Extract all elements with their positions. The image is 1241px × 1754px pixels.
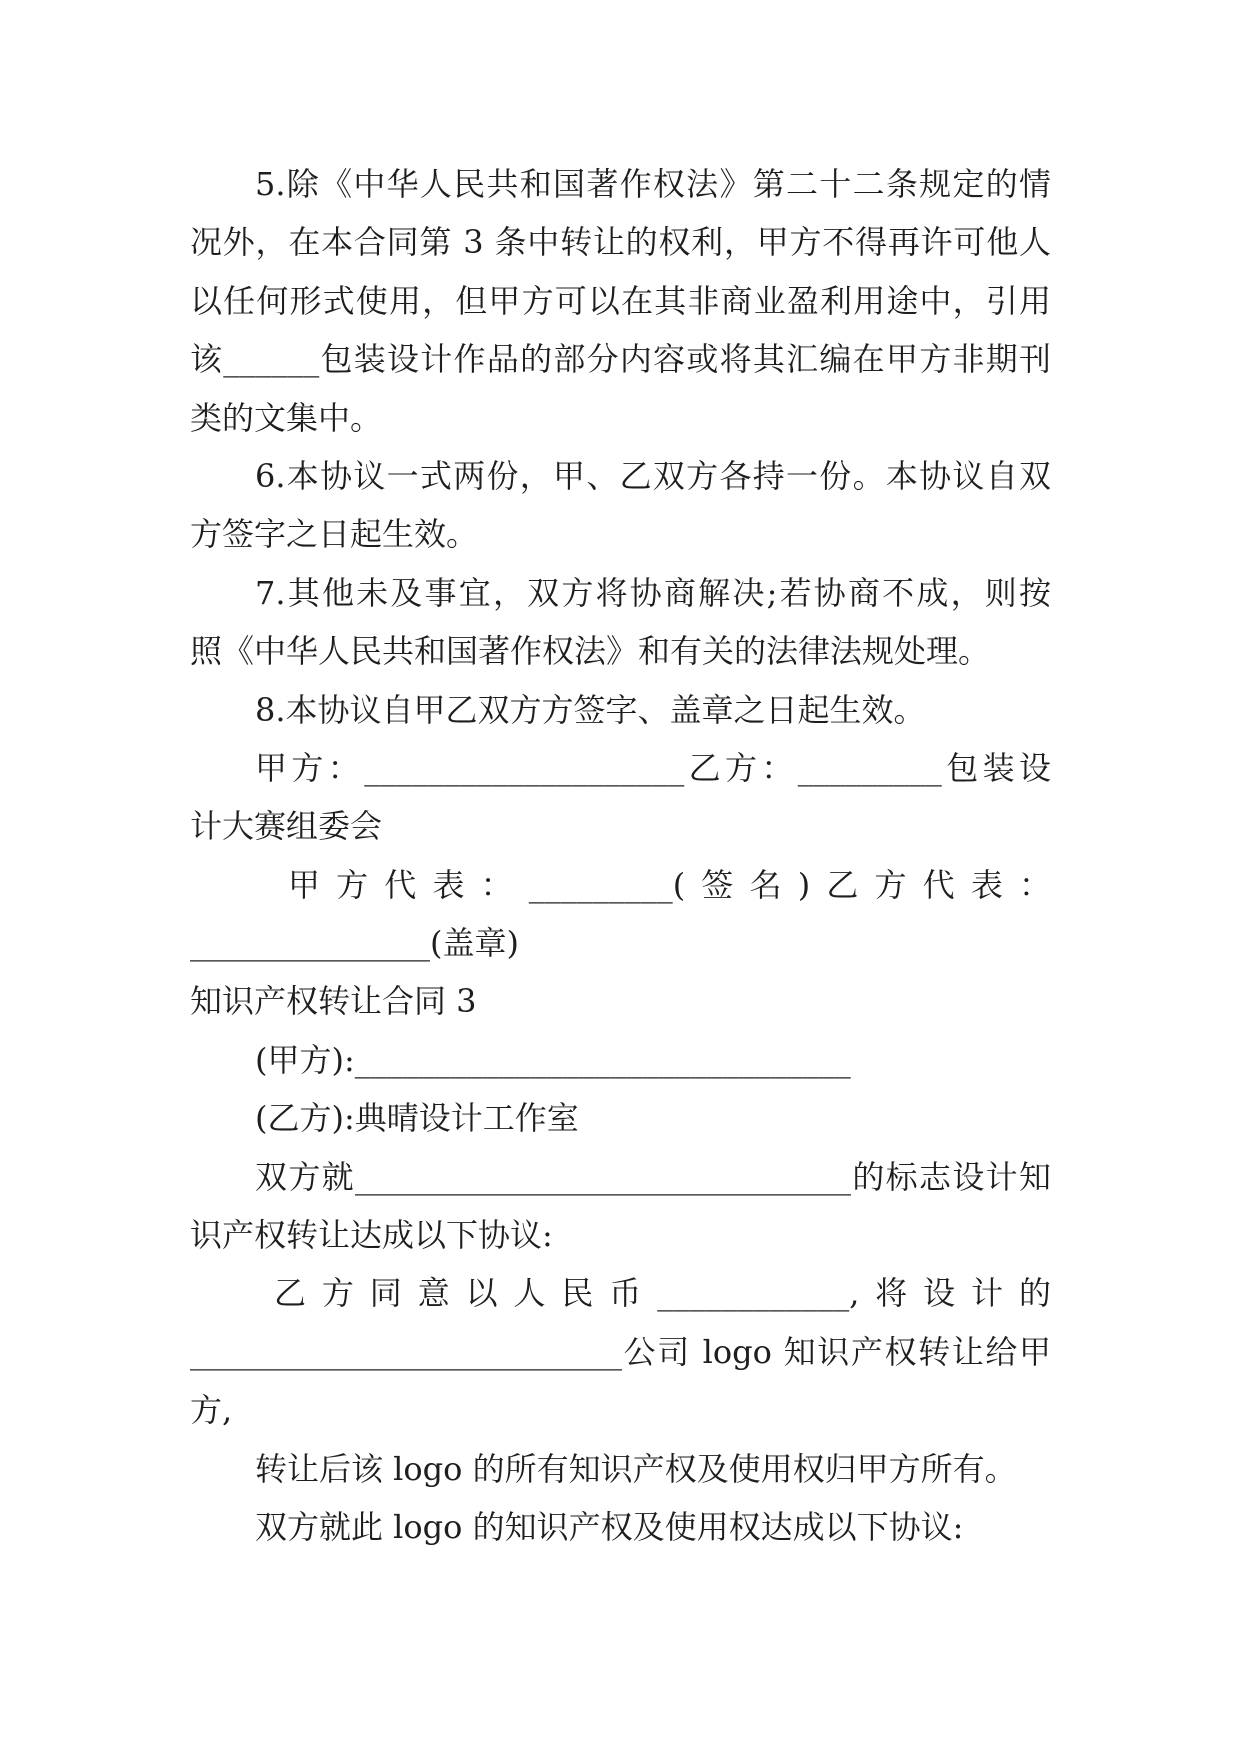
clause-5-line-2: 况外，在本合同第 3 条中转让的权利，甲方不得再许可他人: [190, 223, 1051, 262]
contract-3-title: 知识产权转让合同 3: [190, 982, 477, 1021]
contract-3-intro-line-1: 双方就_______________________________的标志设计知: [255, 1157, 1051, 1196]
clause-8-line-1: 8.本协议自甲乙双方方签字、盖章之日起生效。: [255, 690, 926, 729]
clause-5-line-5: 类的文集中。: [190, 398, 383, 437]
clause-6: [190, 447, 1051, 564]
clause-5: [190, 155, 1051, 447]
representatives-line-1: 甲方代表：_________(签名)乙方代表：: [288, 865, 1051, 904]
clause-7-line-1: 7.其他未及事宜，双方将协商解决;若协商不成，则按: [255, 573, 1051, 612]
clause-5-line-3: 以任何形式使用，但甲方可以在其非商业盈利用途中，引用: [190, 281, 1051, 320]
signature-block: [190, 739, 1051, 973]
contract-3-usage-agreement: 双方就此 logo 的知识产权及使用权达成以下协议:: [255, 1507, 964, 1546]
clause-8: [190, 681, 1051, 739]
contract-3-intro-line-2: 识产权转让达成以下协议:: [190, 1216, 553, 1255]
clause-6-line-1: 6.本协议一式两份，甲、乙双方各持一份。本协议自双: [255, 456, 1051, 495]
contract-3-party-a: (甲方):_______________________________: [255, 1040, 851, 1079]
parties-line-1: 甲方：____________________乙方：_________包装设: [255, 748, 1051, 787]
clause-5-line-1: 5.除《中华人民共和国著作权法》第二十二条规定的情: [255, 165, 1051, 203]
contract-3-transfer-line-3: 方,: [190, 1391, 233, 1430]
contract-3-ownership: 转让后该 logo 的所有知识产权及使用权归甲方所有。: [255, 1449, 1017, 1488]
contract-3-party-b: (乙方):典晴设计工作室: [255, 1099, 579, 1138]
document-body: [190, 155, 1051, 1556]
clause-7: [190, 564, 1051, 681]
contract-3: [190, 972, 1051, 1556]
contract-3-transfer-line-1: 乙方同意以人民币____________,将设计的: [274, 1274, 1051, 1313]
parties-line-2: 计大赛组委会: [190, 807, 383, 846]
clause-7-line-2: 照《中华人民共和国著作权法》和有关的法律法规处理。: [190, 632, 991, 671]
clause-6-line-2: 方签字之日起生效。: [190, 515, 479, 554]
contract-3-transfer-line-2: ___________________________公司 logo 知识产权转让给甲: [190, 1332, 1051, 1371]
representatives-line-2: _______________(盖章): [190, 924, 519, 963]
clause-5-line-4: 该______包装设计作品的部分内容或将其汇编在甲方非期刊: [190, 340, 1051, 379]
